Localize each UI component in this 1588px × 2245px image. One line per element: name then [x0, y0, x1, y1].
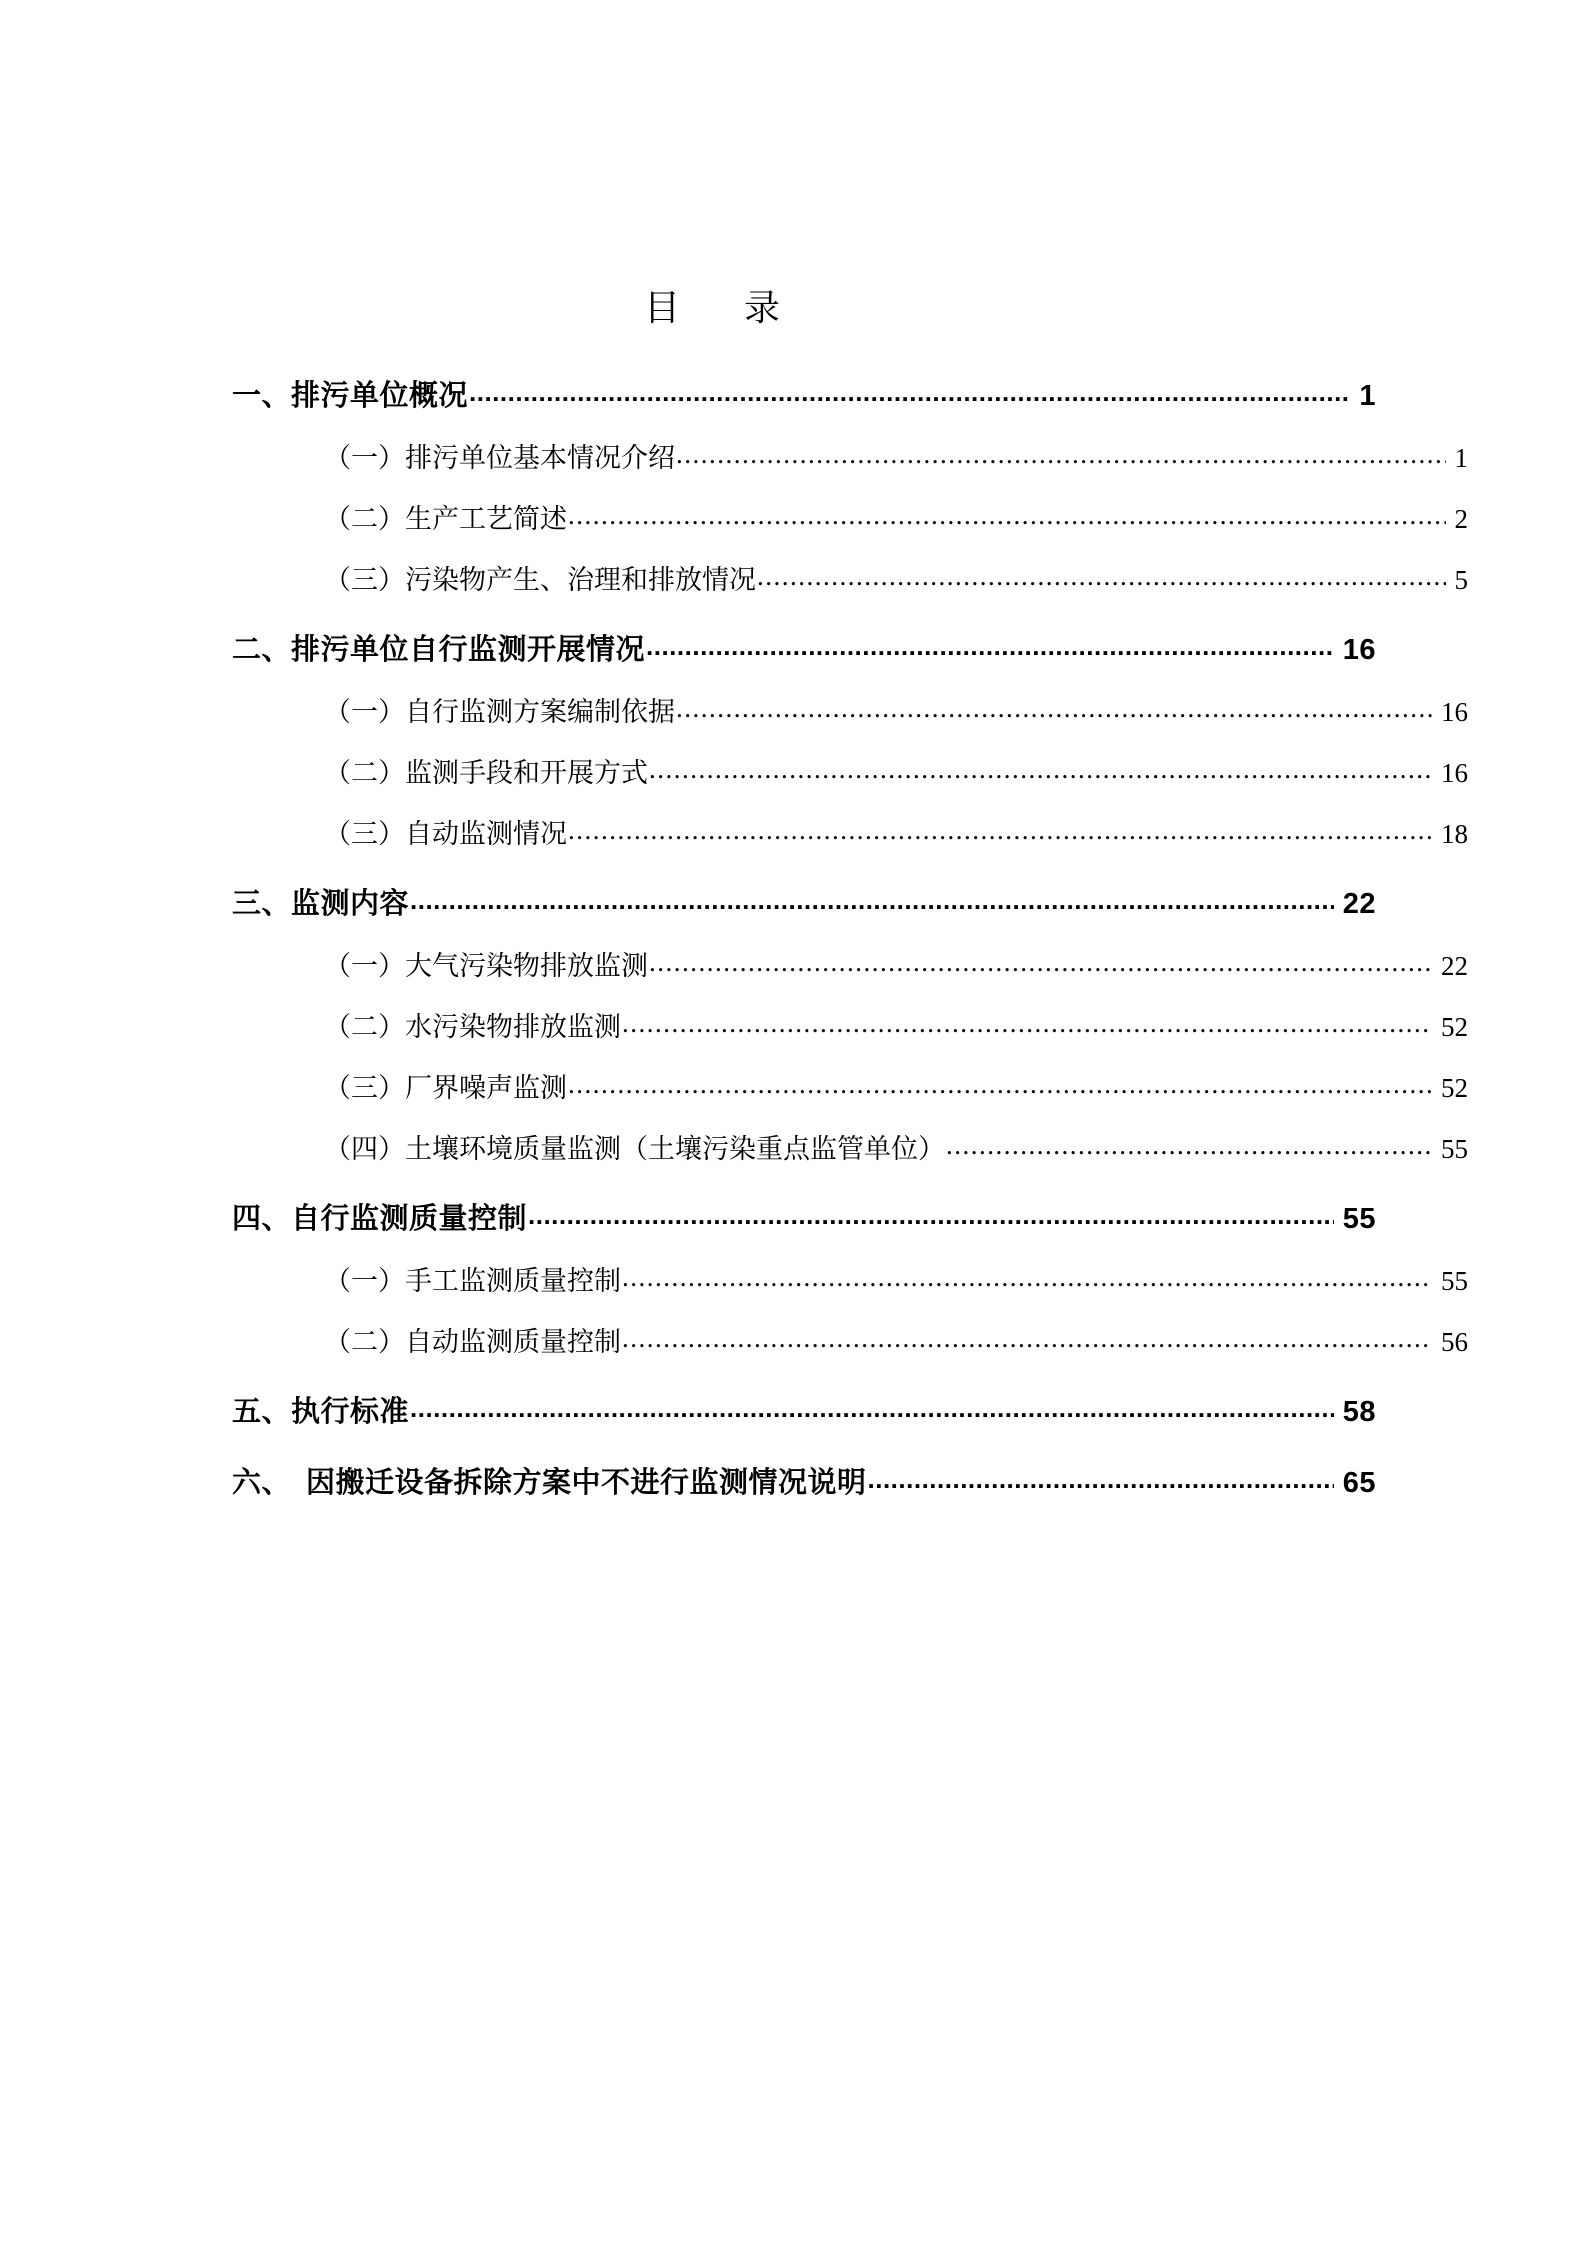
- toc-entry-label: 二、排污单位自行监测开展情况: [232, 634, 646, 666]
- toc-page-number: 18: [1441, 819, 1468, 849]
- toc-leader-dots: [469, 377, 1350, 408]
- toc-page-number: 1: [1359, 380, 1376, 412]
- toc-leader-dots: [410, 1393, 1334, 1424]
- toc-leader-dots: [568, 1069, 1432, 1100]
- toc-entry-level2[interactable]: [232, 944, 1468, 983]
- table-of-contents: [0, 373, 1588, 1501]
- toc-page-number: 55: [1441, 1134, 1468, 1164]
- toc-entry-label: （二）水污染物排放监测: [324, 1012, 621, 1042]
- toc-entry-label: 四、自行监测质量控制: [232, 1203, 528, 1235]
- toc-page-number: 55: [1342, 1203, 1376, 1235]
- toc-page-number: 1: [1454, 443, 1468, 473]
- toc-entry-label: （四）土壤环境质量监测（土壤污染重点监管单位）: [324, 1134, 945, 1164]
- toc-page-number: 22: [1342, 888, 1376, 920]
- toc-entry-level2[interactable]: [232, 497, 1468, 536]
- toc-entry-label: 五、执行标准: [232, 1396, 410, 1428]
- toc-entry-level2[interactable]: [232, 1259, 1468, 1298]
- toc-page-number: 52: [1441, 1012, 1468, 1042]
- toc-leader-dots: [622, 1262, 1432, 1293]
- toc-page-number: 22: [1441, 951, 1468, 981]
- toc-entry-label: 六、 因搬迁设备拆除方案中不进行监测情况说明: [232, 1467, 867, 1499]
- toc-entry-level1[interactable]: [232, 1196, 1376, 1237]
- toc-leader-dots: [649, 754, 1432, 785]
- toc-entry-level2[interactable]: [232, 558, 1468, 597]
- toc-leader-dots: [676, 439, 1446, 470]
- toc-leader-dots: [649, 947, 1432, 978]
- toc-entry-level1[interactable]: [232, 1460, 1376, 1501]
- toc-entry-level2[interactable]: [232, 1066, 1468, 1105]
- toc-entry-label: （二）自动监测质量控制: [324, 1327, 621, 1357]
- toc-entry-label: （三）自动监测情况: [324, 819, 567, 849]
- toc-entry-level2[interactable]: [232, 690, 1468, 729]
- page-title: 目 录: [643, 288, 794, 328]
- toc-entry-level1[interactable]: [232, 881, 1376, 922]
- toc-entry-label: （一）大气污染物排放监测: [324, 951, 648, 981]
- toc-entry-level2[interactable]: [232, 812, 1468, 851]
- toc-entry-level1[interactable]: [232, 627, 1376, 668]
- toc-entry-label: （三）污染物产生、治理和排放情况: [324, 565, 756, 595]
- toc-entry-label: （一）排污单位基本情况介绍: [324, 443, 675, 473]
- toc-entry-level2[interactable]: [232, 1127, 1468, 1166]
- toc-entry-level2[interactable]: [232, 751, 1468, 790]
- toc-entry-label: （一）手工监测质量控制: [324, 1266, 621, 1296]
- toc-page-number: 56: [1441, 1327, 1468, 1357]
- toc-entry-label: （三）厂界噪声监测: [324, 1073, 567, 1103]
- toc-leader-dots: [868, 1464, 1334, 1495]
- toc-leader-dots: [622, 1323, 1432, 1354]
- toc-leader-dots: [568, 500, 1446, 531]
- toc-leader-dots: [622, 1008, 1432, 1039]
- toc-page-number: 16: [1342, 634, 1376, 666]
- toc-entry-level2[interactable]: [232, 436, 1468, 475]
- toc-leader-dots: [410, 885, 1334, 916]
- toc-leader-dots: [946, 1130, 1432, 1161]
- toc-entry-label: （二）监测手段和开展方式: [324, 758, 648, 788]
- toc-page-number: 55: [1441, 1266, 1468, 1296]
- toc-leader-dots: [757, 561, 1446, 592]
- toc-page-number: 58: [1342, 1396, 1376, 1428]
- toc-leader-dots: [676, 693, 1432, 724]
- toc-page-number: 16: [1441, 758, 1468, 788]
- toc-page-number: 5: [1454, 565, 1468, 595]
- toc-entry-label: 三、监测内容: [232, 888, 410, 920]
- toc-leader-dots: [568, 815, 1432, 846]
- toc-entry-level2[interactable]: [232, 1320, 1468, 1359]
- toc-page-number: 52: [1441, 1073, 1468, 1103]
- toc-entry-level1[interactable]: [232, 1389, 1376, 1430]
- toc-page-number: 2: [1454, 504, 1468, 534]
- toc-page-number: 65: [1342, 1467, 1376, 1499]
- toc-entry-label: 一、排污单位概况: [232, 380, 469, 412]
- toc-entry-level2[interactable]: [232, 1005, 1468, 1044]
- toc-entry-level1[interactable]: [232, 373, 1376, 414]
- toc-page-number: 16: [1441, 697, 1468, 727]
- toc-entry-label: （一）自行监测方案编制依据: [324, 697, 675, 727]
- toc-entry-label: （二）生产工艺简述: [324, 504, 567, 534]
- toc-leader-dots: [646, 631, 1334, 662]
- toc-leader-dots: [528, 1200, 1334, 1231]
